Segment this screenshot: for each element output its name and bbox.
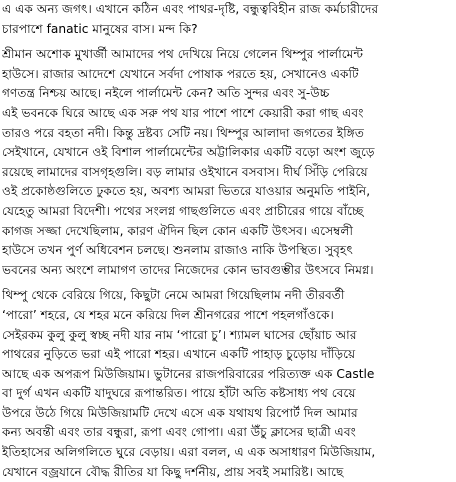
paragraph-3 bbox=[2, 286, 454, 482]
text-line: এই ভবনকে ঘিরে আছে এক সরু পথ যার পাশে পাশে কেয়ারী করা গাছ এবং bbox=[2, 105, 364, 120]
text-line: সেইরকম কুলু কুলু স্বচ্ছ নদী যার নাম ‘পারো চু’। শ্যামল ঘাসের ছোঁয়াচ আর bbox=[2, 327, 357, 342]
text-line: হাউসে। রাজার আদেশে যেখানে সর্বদা পোষাক পরতে হয়, সেখানেও একটি bbox=[2, 66, 359, 81]
text-line: যেখানে বজ্রযানে বৌদ্ধ রীতির যা কিছু দর্শনীয়, প্রায় সবই সমারিষ্ট। আছে bbox=[2, 464, 344, 479]
text-line: যেহেতু আমরা বিদেশী। পথের সংলগ্ন গাছগুলিতে এবং প্রাচীরের গায়ে বাঁচ্ছে bbox=[2, 203, 364, 218]
paragraph-1 bbox=[2, 0, 454, 39]
text-line: কন্য অবন্তী এবং তার বন্ধুরা, রূপা এবং গোপা। এরা উঁচু ক্লাসের ছাত্রী এবং bbox=[2, 425, 356, 440]
text-line: ভবনের অন্য অংশে লামাগণ তাদের নিজেদের কোন ভাবগুম্ভীর উৎসবে নিমগ্ন। bbox=[2, 262, 374, 277]
text-line: শ্রীমান অশোক মুখার্জী আমাদের পথ দেখিয়ে নিয়ে গেলেন থিম্পুর পার্লামেন্ট bbox=[2, 47, 364, 62]
paragraph-2 bbox=[2, 45, 454, 280]
text-line: পাথরের নুড়িতে ভরা এই পারো শহর। এখানে একটি পাহাড় চুড়োয় দাঁড়িয়ে bbox=[2, 347, 356, 362]
text-line: ইতিহাসের অলিগলিতে ঘুরে বেড়ায়। এরা বলল, এ এক অসাধারণ মিউজিয়াম, bbox=[2, 445, 376, 460]
text-line: চারপাশে fanatic মানুষের বাস। মন্দ কি? bbox=[2, 21, 198, 36]
document-page bbox=[2, 0, 454, 481]
text-line: গণতন্ত্র নিশ্চয় আছে। নইলে পার্লামেন্ট কেন? অতি সুন্দর এবং সু-উচ্চ bbox=[2, 86, 330, 101]
text-line: বা দুর্গ এখন একটি যাদুঘরে রূপান্তরিত। পায়ে হাঁটা অতি কষ্টসাধ্য পথ বেয়ে bbox=[2, 386, 356, 401]
text-line: উপরে উঠে গিয়ে মিউজিয়ামটি দেখে এসে এক যথাযথ রিপোর্ট দিল আমার bbox=[2, 405, 358, 420]
text-line: থিম্পু থেকে বেরিয়ে গিয়ে, কিছুটা নেমে আমরা গিয়েছিলাম নদী তীরবর্তী bbox=[2, 288, 345, 303]
text-line: তারও পরে বহতা নদী। কিন্তু দ্রষ্টব্য সেটি নয়। থিম্পুর আলাদা জগতের ইঙ্গিত bbox=[2, 125, 364, 140]
text-line: সেইখানে, যেখানে ওই বিশাল পার্লামেন্টের অট্টালিকার একটি বড়ো অংশ জুড়ে bbox=[2, 145, 375, 160]
text-line: রয়েছে লামাদের বাসগৃহগুলি। বড় লামার ওইখানে বসবাস। দীর্ঘ সিঁড়ি পেরিয়ে bbox=[2, 164, 368, 179]
text-line: ওই প্রকোষ্ঠগুলিতে ঢুকতে হয়, অবশ্য আমরা ভিতরে যাওয়ার অনুমতি পাইনি, bbox=[2, 184, 371, 199]
text-line: আছে এক অপরূপ মিউজিয়াম। ভুটানের রাজপরিবারের পরিত্যক্ত এক Castle bbox=[2, 366, 375, 381]
text-line: কাগজ সজ্জা দেখেছিলাম, কারণ ঐদিন ছিল কোন একটি উৎসব। এসেম্বলী bbox=[2, 223, 353, 238]
text-line: এ এক অন্য জগৎ। এখানে কঠিন এবং পাথর-দৃষ্টি, বন্ধুত্ববিহীন রাজ কর্মচারীদের bbox=[2, 2, 379, 16]
text-line: ‘পারো’ শহরে, যে শহর মনে করিয়ে দিল শ্রীনগরের পাশে পহলগাঁওকে। bbox=[2, 307, 334, 322]
text-line: হাউসে তখন পুর্ণ অধিবেশন চলছে। শুনলাম রাজাও নাকি উপস্থিত। সুবৃহৎ bbox=[2, 243, 353, 258]
